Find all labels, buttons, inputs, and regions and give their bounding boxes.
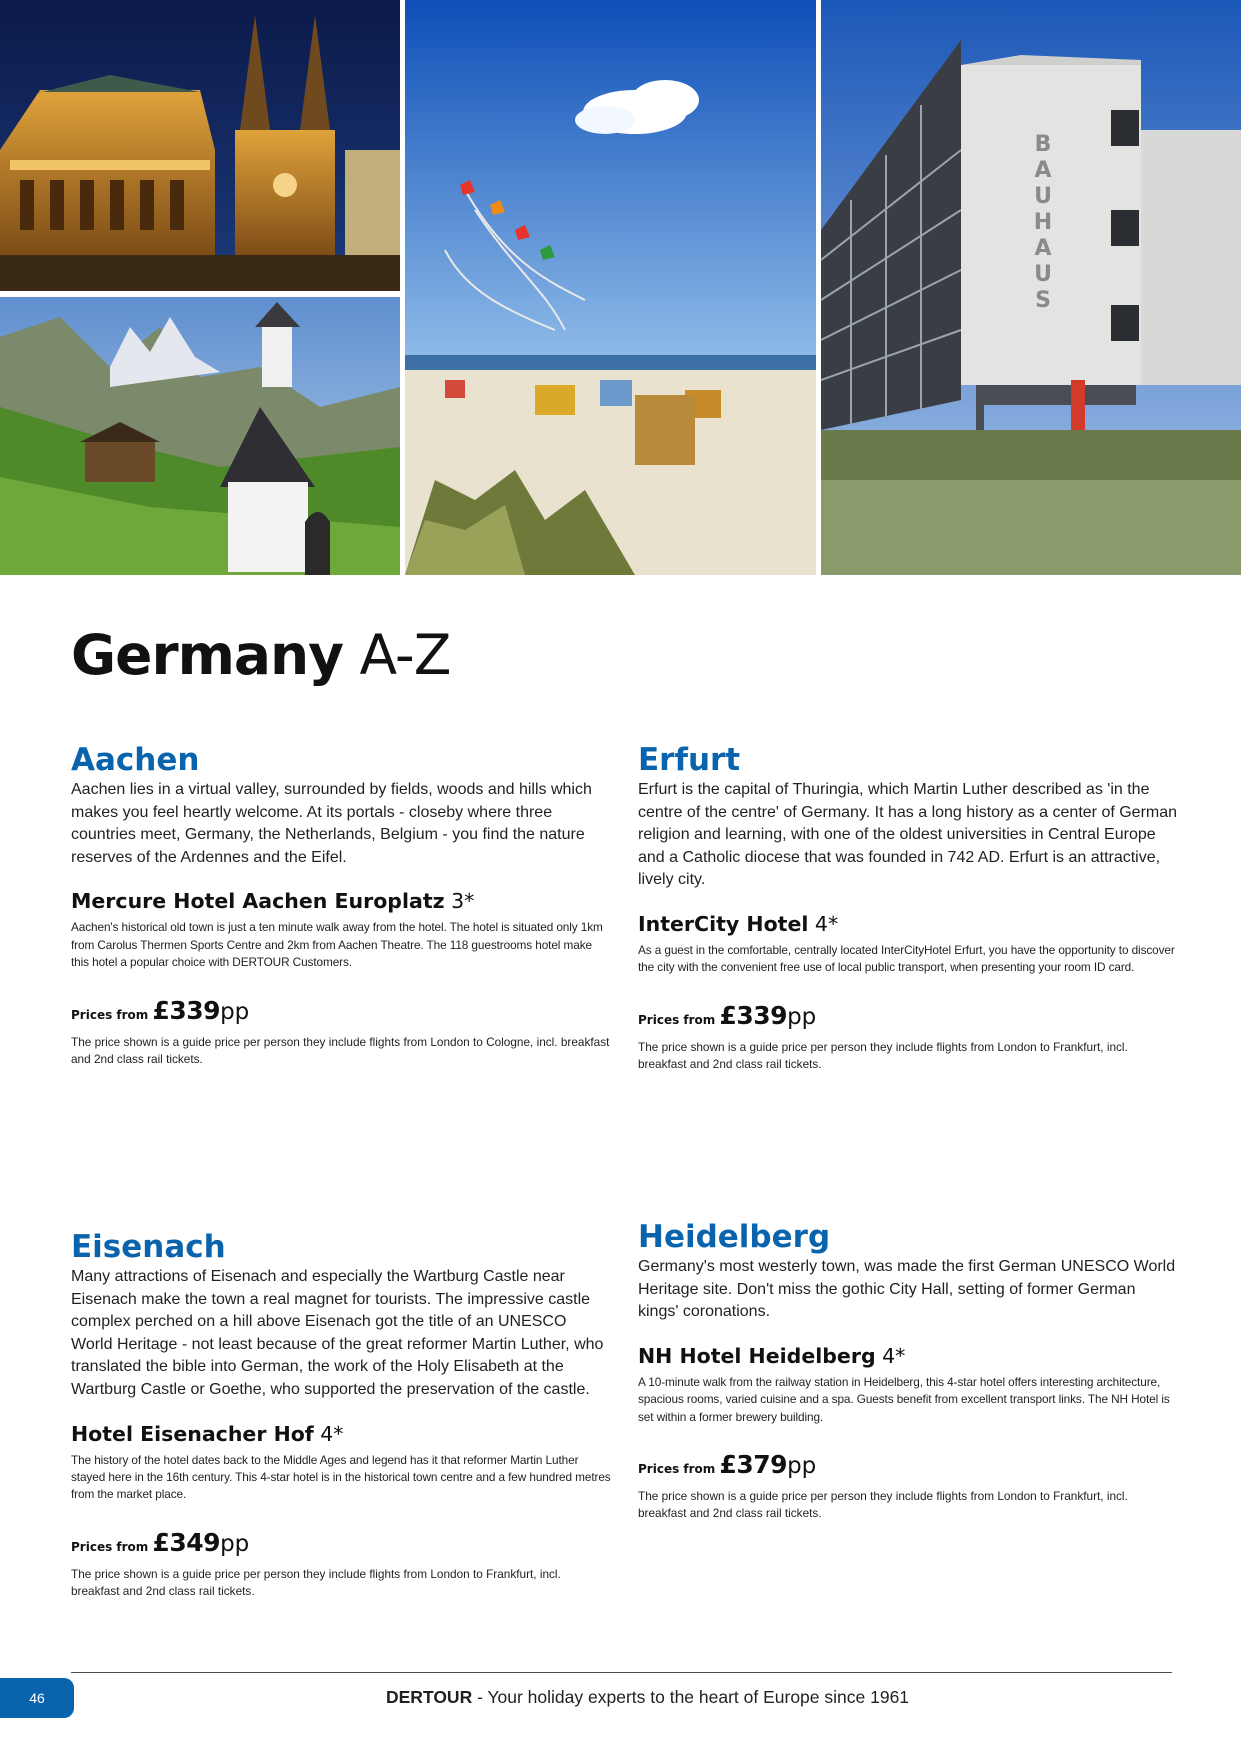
tagline-text: - Your holiday experts to the heart of Europe since 1961 <box>472 1687 910 1707</box>
hotel-heading <box>71 887 611 915</box>
hotel-stars: 4* <box>808 911 839 936</box>
hotel-name: Mercure Hotel Aachen Europlatz <box>71 889 445 914</box>
price-label: Prices from <box>638 1462 720 1476</box>
alpine-chapel-photo <box>0 297 400 575</box>
hotel-description: A 10-minute walk from the railway station in Heidelberg, this 4-star hotel offers interesting architecture, spacious rooms, varied cuisine and a spa. Guests benefit from excellent transport links. The NH Hotel is set within a former brewery building. <box>638 1374 1170 1424</box>
price-label: Prices from <box>71 1539 153 1554</box>
sign-letter: B <box>1034 132 1052 157</box>
city-heading: Eisenach <box>71 1229 226 1265</box>
sign-letter: U <box>1034 262 1052 287</box>
hotel-stars: 4* <box>313 1421 344 1446</box>
footer-divider <box>71 1672 1172 1673</box>
beach-kites-photo <box>405 0 816 575</box>
brand-name: DERTOUR <box>386 1687 473 1707</box>
bauhaus-building-photo <box>821 0 1241 575</box>
bauhaus-sign <box>1031 132 1055 314</box>
hotel-description: Aachen's historical old town is just a ten minute walk away from the hotel. The hotel is situated only 1km from Carolus Thermen Sports Centre and 2km from Aachen Theatre. The 118 guestrooms hotel make this hotel a popular choice with DERTOUR Customers. <box>71 920 603 970</box>
price-line <box>71 1528 611 1562</box>
destination-aachen <box>71 742 611 1068</box>
hotel-heading <box>638 910 1178 938</box>
city-intro: Many attractions of Eisenach and especially the Wartburg Castle near Eisenach make the town a real magnet for tourists. The impressive castle complex perched on a hill above Eisenach got the title of an UNESCO World Heritage - not least because of the great reformer Martin Luther, who translated the bible into German, the work of the Holy Elisabeth at the Wartburg Castle or Goethe, who supported the preservation of the castle. <box>71 1268 604 1398</box>
price-amount: £379 <box>719 1450 788 1479</box>
price-unit: pp <box>787 1453 817 1479</box>
price-note: The price shown is a guide price per person they include flights from London to Cologne, incl. breakfast and 2nd class rail tickets. <box>71 1034 610 1066</box>
price-label: Prices from <box>71 1007 153 1022</box>
hotel-name: NH Hotel Heidelberg <box>638 1343 876 1368</box>
hotel-stars: 4* <box>875 1343 906 1368</box>
price-label: Prices from <box>638 1012 720 1027</box>
hotel-heading <box>71 1420 611 1448</box>
destination-eisenach <box>71 1229 611 1601</box>
sign-letter: A <box>1034 158 1052 183</box>
price-line <box>71 996 611 1030</box>
sign-letter: S <box>1035 288 1051 313</box>
city-intro: Aachen lies in a virtual valley, surrounded by fields, woods and hills which makes you feel heartly welcome. At its portals - closeby where three countries meet, Germany, the Netherlands, Belgium - you find the nature reserves of the Ardennes and the Eifel. <box>71 781 592 866</box>
city-heading: Aachen <box>71 742 200 778</box>
hotel-description: As a guest in the comfortable, centrally located InterCityHotel Erfurt, you have the opportunity to discover the city with the convenient free use of local public transport, when presenting your room ID card. <box>638 942 1175 975</box>
city-heading: Erfurt <box>638 742 741 778</box>
bremen-town-hall-night-photo <box>0 0 400 291</box>
city-intro: Erfurt is the capital of Thuringia, which Martin Luther described as 'in the centre of the centre' of Germany. It has a long history as a center of German religion and learning, with one of the oldest universities in Central Europe and a Catholic diocese that was founded in 742 AD. Erfurt is an attractive, lively city. <box>638 781 1178 889</box>
destination-erfurt <box>638 742 1178 1074</box>
hotel-stars: 3* <box>444 889 475 914</box>
page-title-bold: Germany <box>71 623 344 687</box>
sign-letter: H <box>1033 210 1053 235</box>
page-title-light: A-Z <box>359 623 451 687</box>
page-title <box>71 623 451 687</box>
footer-tagline <box>386 1687 909 1708</box>
hotel-description: The history of the hotel dates back to the Middle Ages and legend has it that reformer Martin Luther stayed here in the 16th century. This 4-star hotel is in the historical town centre and a few hundred metres from the market place. <box>71 1452 611 1502</box>
price-note: The price shown is a guide price per person they include flights from London to Frankfurt, incl. breakfast and 2nd class rail tickets. <box>71 1566 561 1599</box>
sign-letter: A <box>1034 236 1052 261</box>
price-unit: pp <box>220 998 250 1025</box>
hotel-name: Hotel Eisenacher Hof <box>71 1421 314 1446</box>
hotel-name: InterCity Hotel <box>638 911 809 936</box>
sign-letter: U <box>1034 184 1052 209</box>
price-amount: £349 <box>152 1527 221 1557</box>
destination-heidelberg <box>638 1219 1178 1523</box>
city-intro: Germany's most westerly town, was made the first German UNESCO World Heritage site. Don't miss the gothic City Hall, setting of former German kings' coronations. <box>638 1258 1176 1321</box>
price-line <box>638 1450 1178 1484</box>
price-unit: pp <box>787 1003 817 1030</box>
price-unit: pp <box>220 1530 250 1557</box>
page-number: 46 <box>0 1678 74 1718</box>
price-note: The price shown is a guide price per person they include flights from London to Frankfurt, incl. breakfast and 2nd class rail tickets. <box>638 1039 1128 1072</box>
price-amount: £339 <box>719 1000 788 1030</box>
hotel-heading <box>638 1342 1178 1370</box>
city-heading: Heidelberg <box>638 1219 831 1255</box>
price-line <box>638 1001 1178 1035</box>
price-amount: £339 <box>152 995 221 1025</box>
price-note: The price shown is a guide price per person they include flights from London to Frankfurt, incl. breakfast and 2nd class rail tickets. <box>638 1489 1128 1521</box>
